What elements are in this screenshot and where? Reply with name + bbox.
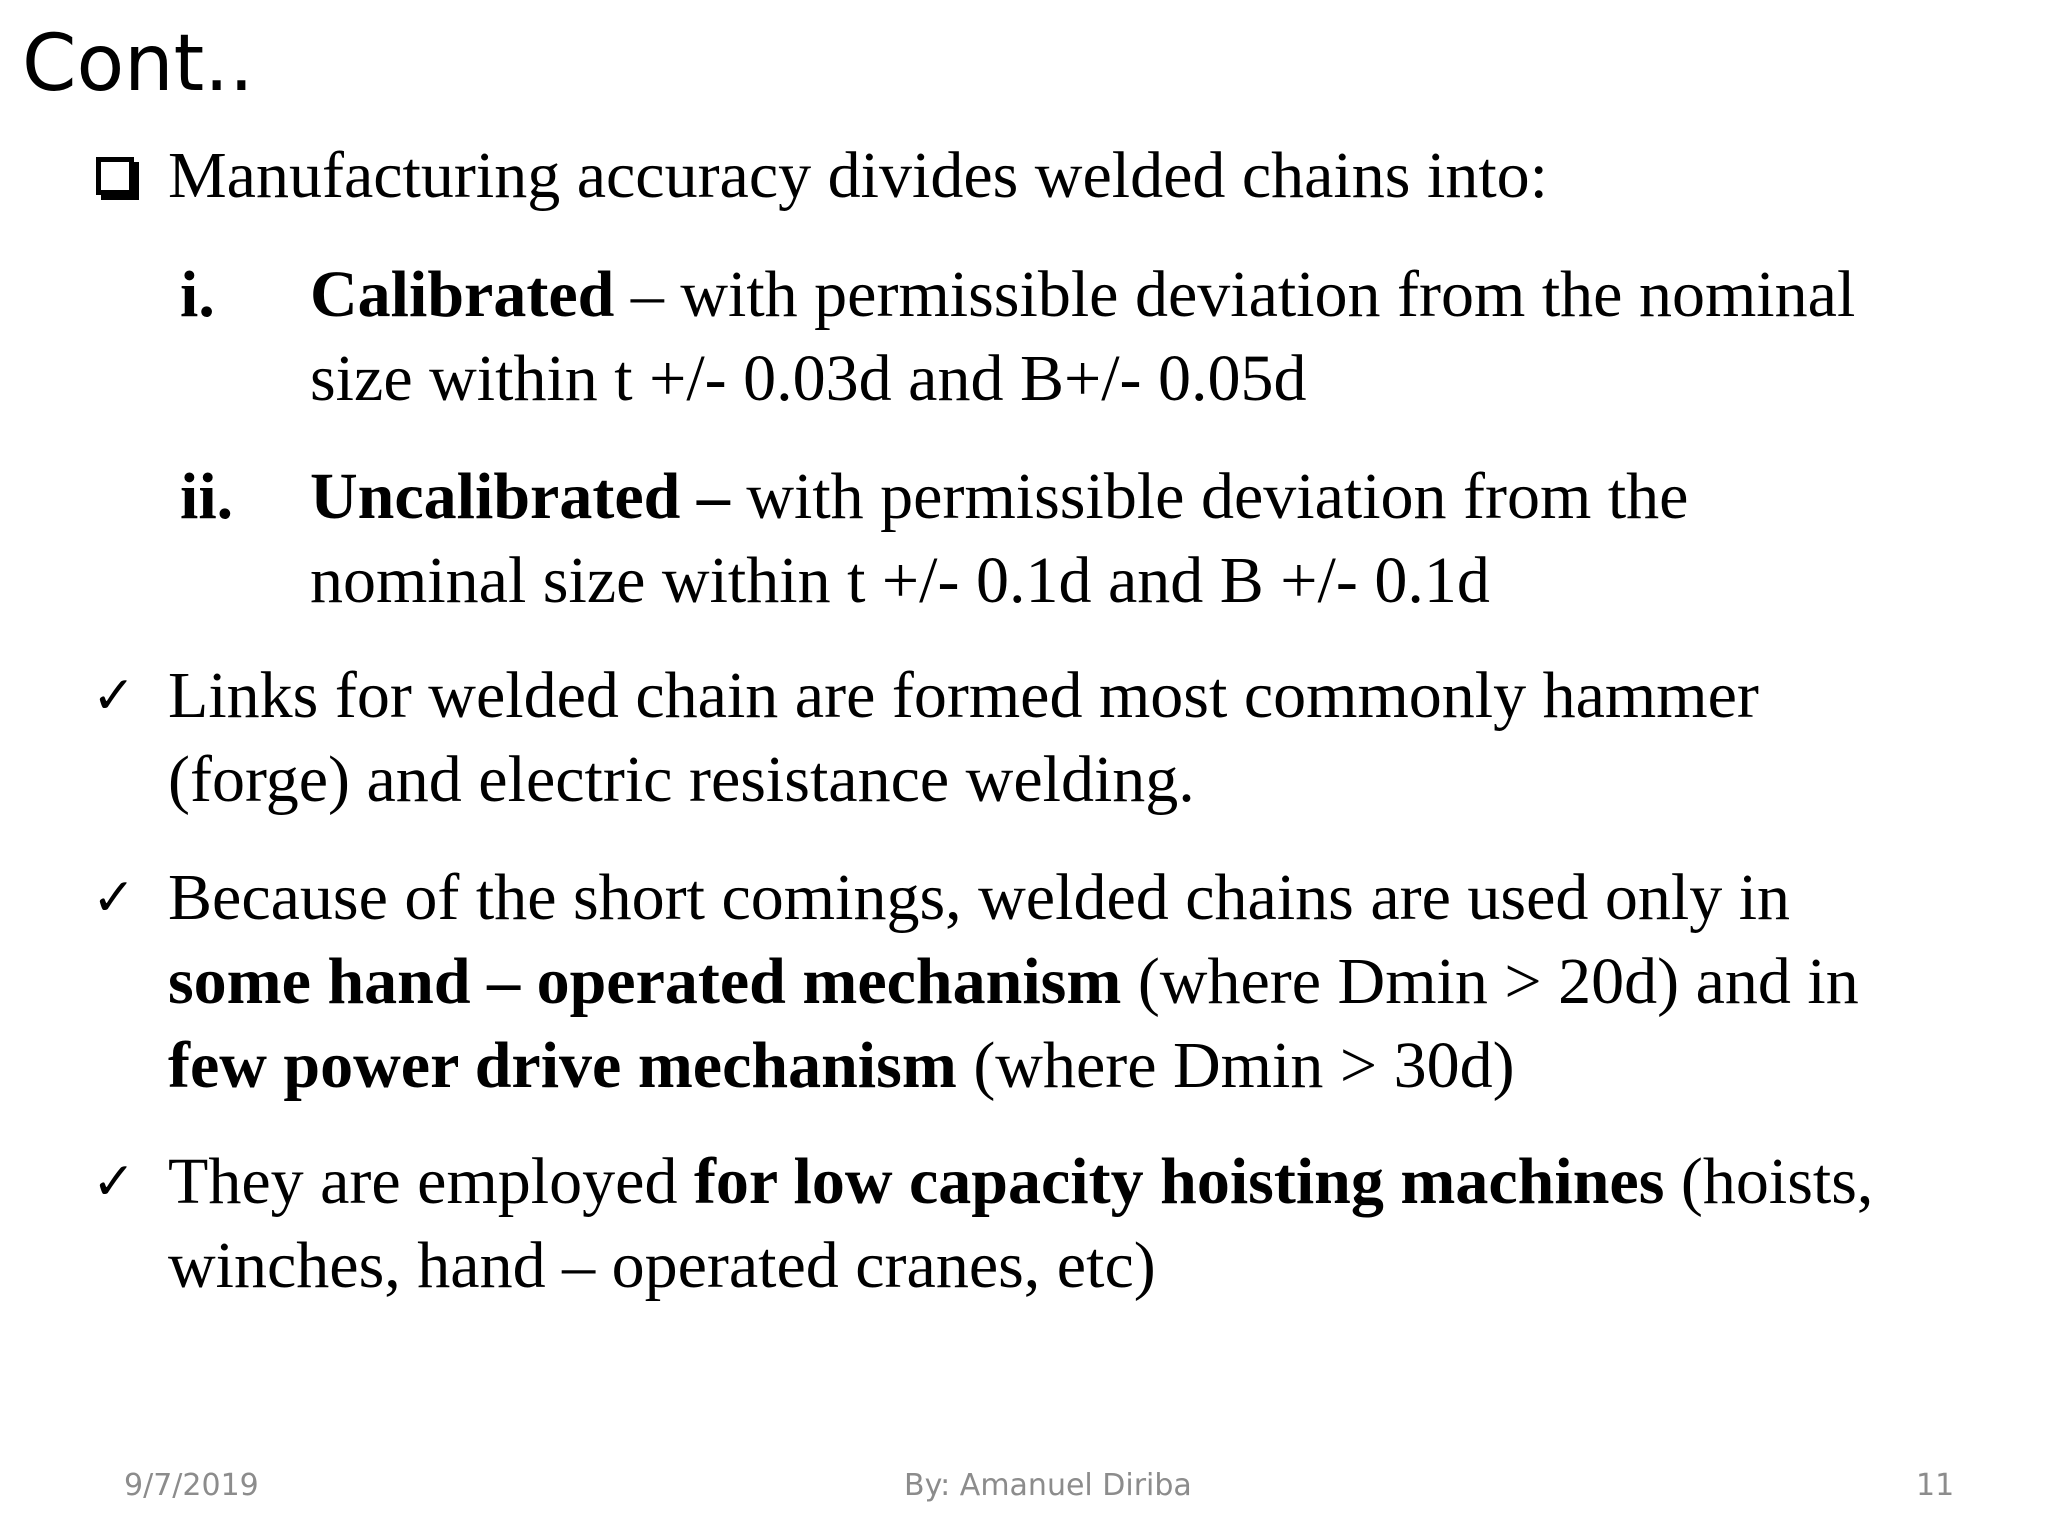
item-term-calibrated: Calibrated [310, 258, 615, 331]
item-calibrated-line2: size within t +/- 0.03d and B+/- 0.05d [310, 342, 1307, 415]
bullet-employed-line2: winches, hand – operated cranes, etc) [168, 1229, 1156, 1302]
slide-title: Cont.. [22, 19, 254, 109]
item-calibrated-text: – with permissible deviation from the nominal [614, 258, 1856, 331]
bullet-shortcomings-line2-text: (where Dmin > 20d) and in [1121, 945, 1859, 1018]
footer-date: 9/7/2019 [124, 1468, 259, 1503]
bullet-links-line2: (forge) and electric resistance welding. [168, 743, 1195, 816]
bullet-shortcomings-line1: Because of the short comings, welded chains are used only in [168, 861, 1791, 934]
item-term-uncalibrated: Uncalibrated – [310, 460, 730, 533]
bullet-employed-line1 [168, 1140, 1873, 1224]
bullet-employed-post: (hoists, [1664, 1145, 1874, 1218]
square-bullet-icon [96, 157, 134, 195]
checkmark-icon: ✓ [92, 666, 136, 726]
bullet-shortcomings-line2 [168, 940, 1859, 1024]
bullet-shortcomings-line3-text: (where Dmin > 30d) [956, 1029, 1515, 1102]
item-numeral-ii: ii. [180, 460, 234, 533]
footer-author: By: Amanuel Diriba [904, 1468, 1192, 1503]
intro-text: Manufacturing accuracy divides welded chains into: [168, 139, 1549, 212]
emphasis-power-drive: few power drive mechanism [168, 1029, 957, 1102]
item-uncalibrated-text: with permissible deviation from the [729, 460, 1689, 533]
checkmark-icon: ✓ [92, 868, 136, 928]
bullet-employed-pre: They are employed [168, 1145, 694, 1218]
checkmark-icon: ✓ [92, 1152, 136, 1212]
emphasis-low-capacity: for low capacity hoisting machines [693, 1145, 1665, 1218]
item-uncalibrated-line1 [310, 455, 1688, 539]
footer-page-number: 11 [1916, 1468, 1955, 1503]
bullet-shortcomings-line3 [168, 1024, 1515, 1108]
bullet-links-line1: Links for welded chain are formed most commonly hammer [168, 659, 1759, 732]
item-uncalibrated-line2: nominal size within t +/- 0.1d and B +/- 0.1d [310, 544, 1490, 617]
item-calibrated-line1 [310, 253, 1855, 337]
item-numeral-i: i. [180, 258, 215, 331]
emphasis-hand-operated: some hand – operated mechanism [168, 945, 1122, 1018]
